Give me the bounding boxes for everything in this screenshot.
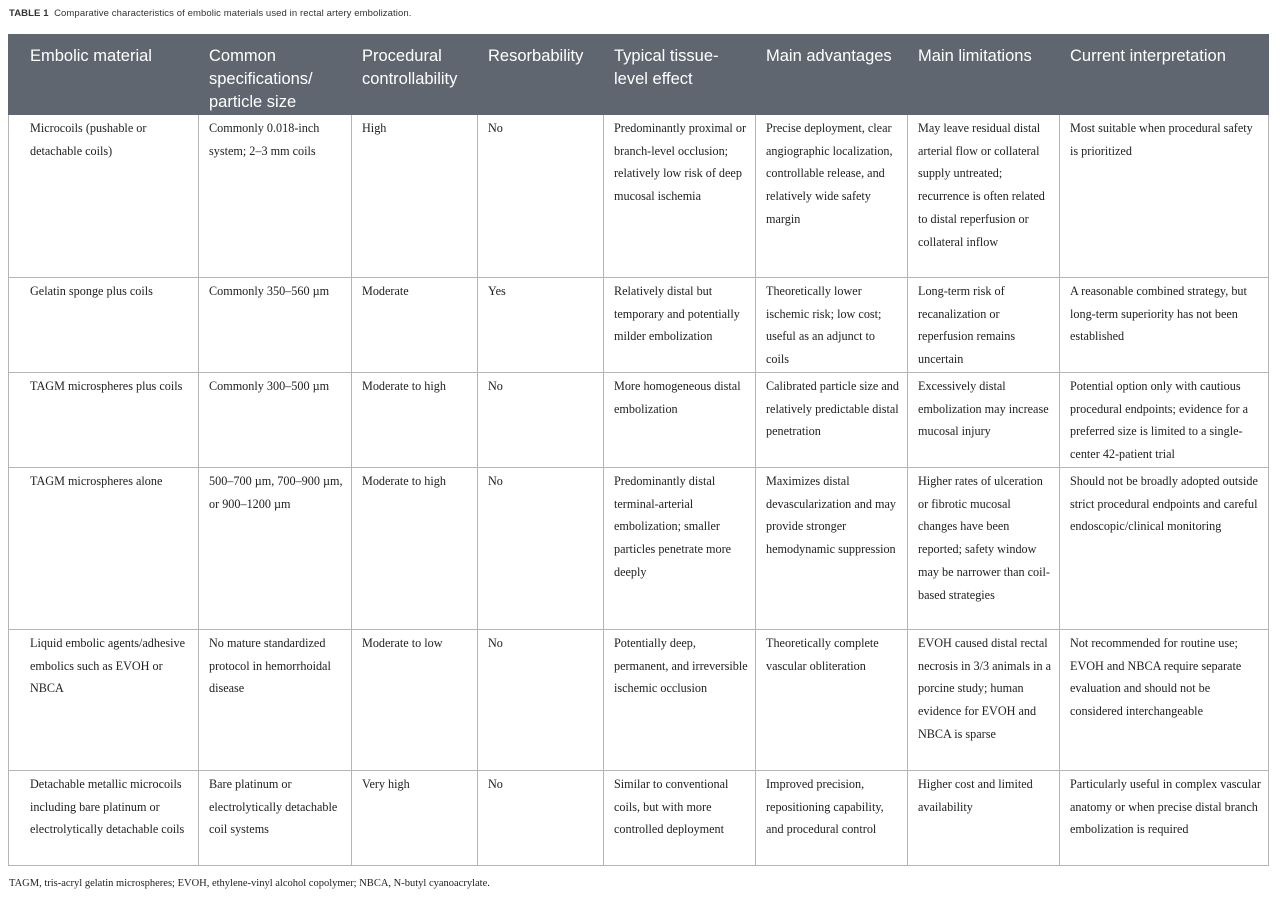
cell-tissue-effect: Relatively distal but temporary and potentially milder embolization [604,278,756,373]
cell-controllability: Moderate to high [352,468,478,630]
cell-interpretation: A reasonable combined strategy, but long-term superiority has not been established [1060,278,1269,373]
cell-limitations: Higher cost and limited availability [908,771,1060,866]
cell-interpretation: Not recommended for routine use; EVOH and NBCA require separate evaluation and should not be considered interchangeable [1060,630,1269,771]
cell-embolic-material: TAGM microspheres plus coils [9,373,199,468]
table-row [9,115,1269,278]
table-caption-text: Comparative characteristics of embolic materials used in rectal artery embolization. [54,8,412,19]
cell-controllability: Moderate [352,278,478,373]
table-row [9,468,1269,630]
cell-interpretation: Most suitable when procedural safety is prioritized [1060,115,1269,278]
cell-tissue-effect: Predominantly distal terminal-arterial embolization; smaller particles penetrate more deeply [604,468,756,630]
cell-advantages: Precise deployment, clear angiographic localization, controllable release, and relatively wide safety margin [756,115,908,278]
cell-specifications: 500–700 µm, 700–900 µm, or 900–1200 µm [199,468,352,630]
cell-specifications: Commonly 350–560 µm [199,278,352,373]
embolic-materials-table [8,34,1269,866]
column-header-specifications: Common specifications/ particle size [199,35,352,115]
cell-advantages: Improved precision, repositioning capability, and procedural control [756,771,908,866]
column-header-limitations: Main limitations [908,35,1060,115]
cell-advantages: Calibrated particle size and relatively predictable distal penetration [756,373,908,468]
cell-advantages: Maximizes distal devascularization and may provide stronger hemodynamic suppression [756,468,908,630]
cell-limitations: Higher rates of ulceration or fibrotic mucosal changes have been reported; safety window may be narrower than coil-based strategies [908,468,1060,630]
cell-embolic-material: Microcoils (pushable or detachable coils) [9,115,199,278]
column-header-advantages: Main advantages [756,35,908,115]
cell-resorbability: No [478,373,604,468]
table-row [9,373,1269,468]
column-header-interpretation: Current interpretation [1060,35,1269,115]
column-header-resorbability: Resorbability [478,35,604,115]
header-row [9,35,1269,115]
cell-controllability: Very high [352,771,478,866]
cell-resorbability: No [478,115,604,278]
cell-limitations: May leave residual distal arterial flow or collateral supply untreated; recurrence is often related to distal reperfusion or collateral inflow [908,115,1060,278]
table-body [9,115,1269,866]
cell-embolic-material: TAGM microspheres alone [9,468,199,630]
cell-interpretation: Particularly useful in complex vascular anatomy or when precise distal branch embolization is required [1060,771,1269,866]
cell-advantages: Theoretically complete vascular obliteration [756,630,908,771]
table-header [9,35,1269,115]
cell-resorbability: Yes [478,278,604,373]
cell-embolic-material: Liquid embolic agents/adhesive embolics such as EVOH or NBCA [9,630,199,771]
cell-tissue-effect: Potentially deep, permanent, and irreversible ischemic occlusion [604,630,756,771]
cell-advantages: Theoretically lower ischemic risk; low cost; useful as an adjunct to coils [756,278,908,373]
cell-embolic-material: Gelatin sponge plus coils [9,278,199,373]
table-row [9,278,1269,373]
table-caption [9,8,411,19]
cell-interpretation: Should not be broadly adopted outside strict procedural endpoints and careful endoscopic/clinical monitoring [1060,468,1269,630]
column-header-tissue-effect: Typical tissue-level effect [604,35,756,115]
cell-limitations: Excessively distal embolization may increase mucosal injury [908,373,1060,468]
cell-resorbability: No [478,630,604,771]
table-row [9,771,1269,866]
cell-controllability: High [352,115,478,278]
cell-specifications: Commonly 0.018-inch system; 2–3 mm coils [199,115,352,278]
cell-specifications: Bare platinum or electrolytically detachable coil systems [199,771,352,866]
table-row [9,630,1269,771]
cell-limitations: EVOH caused distal rectal necrosis in 3/3 animals in a porcine study; human evidence for EVOH and NBCA is sparse [908,630,1060,771]
cell-controllability: Moderate to high [352,373,478,468]
column-header-controllability: Procedural controllability [352,35,478,115]
cell-specifications: Commonly 300–500 µm [199,373,352,468]
cell-tissue-effect: More homogeneous distal embolization [604,373,756,468]
cell-resorbability: No [478,468,604,630]
cell-specifications: No mature standardized protocol in hemorrhoidal disease [199,630,352,771]
cell-interpretation: Potential option only with cautious procedural endpoints; evidence for a preferred size is limited to a single-center 42-patient trial [1060,373,1269,468]
cell-embolic-material: Detachable metallic microcoils including bare platinum or electrolytically detachable coils [9,771,199,866]
cell-resorbability: No [478,771,604,866]
column-header-embolic-material: Embolic material [9,35,199,115]
table-caption-label: TABLE 1 [9,8,49,19]
cell-limitations: Long-term risk of recanalization or reperfusion remains uncertain [908,278,1060,373]
cell-tissue-effect: Similar to conventional coils, but with more controlled deployment [604,771,756,866]
cell-tissue-effect: Predominantly proximal or branch-level occlusion; relatively low risk of deep mucosal ischemia [604,115,756,278]
table-footnote: TAGM, tris-acryl gelatin microspheres; EVOH, ethylene-vinyl alcohol copolymer; NBCA, N-butyl cyanoacrylate. [9,878,490,889]
cell-controllability: Moderate to low [352,630,478,771]
